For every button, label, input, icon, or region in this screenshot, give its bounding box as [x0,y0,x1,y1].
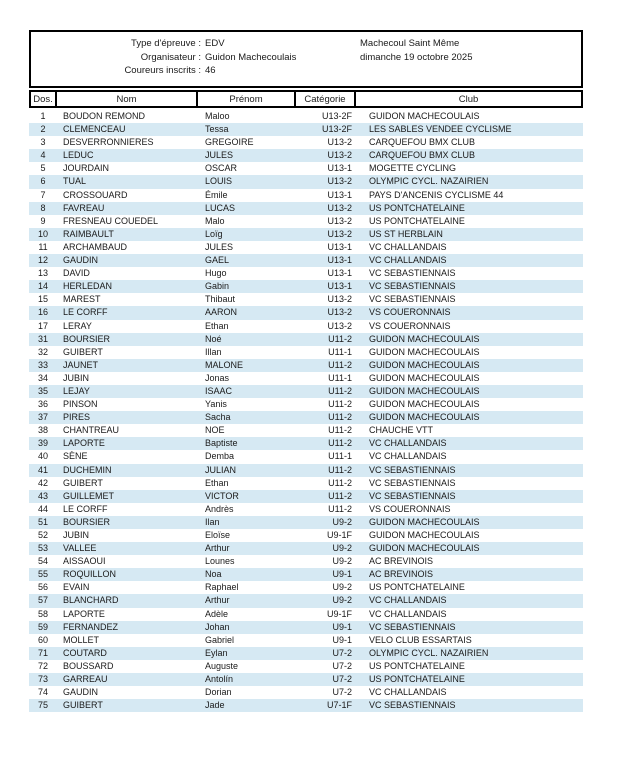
table-row [29,555,583,568]
prenom-cell: Dorian [205,687,232,698]
prenom-cell: JULIAN [205,464,237,475]
club-cell: GUIDON MACHECOULAIS [369,385,480,396]
nom-cell: BOURSIER [63,333,111,344]
categorie-cell: U7-2 [332,647,352,658]
column-header-nom: Nom [57,92,198,106]
club-cell: AC BREVINOIS [369,556,434,567]
organizer-line [31,51,296,65]
nom-cell: LAPORTE [63,608,105,619]
nom-cell: CHANTREAU [63,425,120,436]
table-row [29,359,583,372]
dos-cell: 38 [37,425,48,436]
club-cell: VC SEBASTIENNAIS [369,268,456,279]
table-row [29,136,583,149]
nom-cell: JUBIN [63,372,90,383]
table-body [29,110,583,712]
categorie-cell: U13-1 [327,189,352,200]
table-row [29,306,583,319]
prenom-cell: Demba [205,451,235,462]
dos-cell: 1 [40,111,46,121]
nom-cell: GAUDIN [63,687,99,698]
dos-cell: 2 [40,124,46,135]
dos-cell: 35 [37,385,48,396]
prenom-cell: Baptiste [205,438,238,449]
table-row [29,411,583,424]
table-row [29,189,583,202]
club-cell: VC CHALLANDAIS [369,438,447,449]
club-cell: US PONTCHATELAINE [369,215,465,226]
dos-cell: 56 [37,582,48,593]
categorie-cell: U13-1 [327,163,352,174]
table-row [29,372,583,385]
registered-line [31,64,296,78]
dos-cell: 71 [37,647,48,658]
prenom-cell: Eylan [205,647,228,658]
prenom-cell: Raphael [205,582,239,593]
prenom-cell: Auguste [205,660,239,671]
club-cell: AC BREVINOIS [369,569,434,580]
categorie-cell: U11-2 [328,412,352,423]
club-cell: GUIDON MACHECOULAIS [369,359,480,370]
nom-cell: GUIBERT [63,700,103,711]
column-header-club: Club [458,93,479,105]
categorie-cell: U11-2 [328,477,352,488]
prenom-cell: Gabin [205,281,230,292]
categorie-cell: U9-2 [332,595,352,606]
prenom-cell: Eloïse [205,530,231,540]
table-row [29,608,583,621]
dos-cell: 32 [37,346,48,357]
club-cell: VS COUERONNAIS [369,320,451,331]
club-cell: VC SEBASTIENNAIS [369,477,456,488]
table-row [29,293,583,306]
table-row [29,581,583,594]
table-row [29,385,583,398]
club-cell: VC SEBASTIENNAIS [369,621,456,632]
prenom-cell: Hugo [205,268,227,279]
dos-cell: 72 [37,660,48,671]
nom-cell: JAUNET [63,359,99,370]
categorie-cell: U13-2 [327,228,352,239]
club-cell: VC SEBASTIENNAIS [369,464,456,475]
dos-cell: 51 [37,516,48,527]
club-cell: VC SEBASTIENNAIS [369,281,456,292]
categorie-cell: U13-2 [327,294,352,305]
dos-cell: 43 [37,490,48,501]
nom-cell: GARREAU [63,674,108,685]
club-cell: US ST HERBLAIN [369,228,443,239]
categorie-cell: U11-1 [328,346,352,357]
nom-cell: GUILLEMET [63,490,115,501]
nom-cell: CROSSOUARD [63,189,128,200]
club-cell: US PONTCHATELAINE [369,582,465,593]
categorie-cell: U11-2 [328,490,352,501]
categorie-cell: U9-1 [332,621,352,632]
categorie-cell: U13-1 [327,268,352,279]
dos-cell: 4 [40,150,46,161]
dos-cell: 41 [37,464,48,475]
dos-cell: 14 [37,281,48,292]
club-cell: VS COUERONNAIS [369,307,451,318]
dos-cell: 17 [37,320,48,331]
categorie-cell: U11-1 [328,451,352,462]
club-cell: VC SEBASTIENNAIS [369,700,456,711]
registered-label: Coureurs inscrits : [124,65,201,76]
table-row [29,686,583,699]
prenom-cell: AARON [205,307,238,318]
table-row [29,660,583,673]
prenom-cell: Adèle [205,608,229,619]
prenom-cell: LUCAS [205,202,236,213]
club-cell: GUIDON MACHECOULAIS [369,516,480,527]
prenom-cell: MALONE [205,359,244,370]
event-info-left [31,37,296,78]
table-row [29,516,583,529]
dos-cell: 60 [37,634,48,645]
categorie-cell: U13-2F [321,111,352,121]
nom-cell: SÈNE [63,451,88,462]
club-cell: VC SEBASTIENNAIS [369,490,456,501]
nom-cell: LERAY [63,320,92,331]
categorie-cell: U13-2 [327,176,352,187]
nom-cell: LAPORTE [63,438,105,449]
dos-cell: 5 [40,163,46,174]
column-header-dos: Dos. [31,92,57,106]
club-cell: GUIDON MACHECOULAIS [369,346,480,357]
nom-cell: PIRES [63,412,91,423]
prenom-cell: Arthur [205,595,230,606]
club-cell: US PONTCHATELAINE [369,674,465,685]
club-cell: VC CHALLANDAIS [369,241,447,252]
table-row [29,228,583,241]
event-type-label: Type d'épreuve : [131,38,201,49]
table-row [29,424,583,437]
table-row [29,437,583,450]
table-row [29,647,583,660]
nom-cell: VALLEE [63,543,97,554]
club-cell: OLYMPIC CYCL. NAZAIRIEN [369,176,489,187]
nom-cell: JOURDAIN [63,163,110,174]
nom-cell: LEJAY [63,385,90,396]
club-cell: US PONTCHATELAINE [369,660,465,671]
dos-cell: 57 [37,595,48,606]
categorie-cell: U7-2 [332,687,352,698]
categorie-cell: U7-2 [332,660,352,671]
nom-cell: LE CORFF [63,307,108,318]
table-row [29,529,583,542]
column-header-categorie: Catégorie [296,92,356,106]
prenom-cell: Jade [205,700,225,711]
prenom-cell: Lounes [205,556,235,567]
club-cell: GUIDON MACHECOULAIS [369,111,480,121]
nom-cell: ROQUILLON [63,569,117,580]
nom-cell: FERNANDEZ [63,621,119,632]
prenom-cell: Émile [205,189,228,200]
event-type-line [31,37,296,51]
categorie-cell: U13-2 [327,202,352,213]
categorie-cell: U13-2F [321,124,352,135]
categorie-cell: U11-2 [328,399,352,410]
categorie-cell: U13-2 [327,320,352,331]
categorie-cell: U7-2 [332,674,352,685]
categorie-cell: U13-2 [327,150,352,161]
table-row [29,673,583,686]
nom-cell: LEDUC [63,150,94,161]
dos-cell: 55 [37,569,48,580]
table-row [29,699,583,712]
nom-cell: FRESNEAU COUEDEL [63,215,159,226]
club-cell: VS COUERONNAIS [369,503,451,514]
table-row [29,568,583,581]
categorie-cell: U11-2 [328,359,352,370]
categorie-cell: U9-1F [326,530,352,540]
dos-cell: 74 [37,687,48,698]
categorie-cell: U13-2 [327,137,352,148]
prenom-cell: LOUIS [205,176,233,187]
table-row [29,202,583,215]
event-type-value: EDV [205,38,225,49]
categorie-cell: U11-2 [328,425,352,436]
dos-cell: 59 [37,621,48,632]
nom-cell: BOURSIER [63,516,111,527]
prenom-cell: GAEL [205,255,230,266]
categorie-cell: U9-1 [332,569,352,580]
club-cell: GUIDON MACHECOULAIS [369,372,480,383]
club-cell: CARQUEFOU BMX CLUB [369,150,476,161]
nom-cell: JUBIN [63,530,90,540]
dos-cell: 9 [40,215,46,226]
prenom-cell: Illan [205,346,222,357]
table-row [29,254,583,267]
table-row [29,267,583,280]
categorie-cell: U9-2 [332,543,352,554]
table-row [29,215,583,228]
dos-cell: 31 [37,333,48,344]
club-cell: MOGETTE CYCLING [369,163,457,174]
table-row [29,320,583,333]
prenom-cell: Tessa [205,124,229,135]
nom-cell: GAUDIN [63,255,99,266]
nom-cell: RAIMBAULT [63,228,114,239]
club-cell: GUIDON MACHECOULAIS [369,543,480,554]
dos-cell: 12 [37,255,48,266]
categorie-cell: U13-2 [327,307,352,318]
dos-cell: 7 [40,189,46,200]
prenom-cell: Jonas [205,372,230,383]
nom-cell: GUIBERT [63,346,103,357]
prenom-cell: NOE [205,425,225,436]
event-date: dimanche 19 octobre 2025 [360,51,473,63]
categorie-cell: U13-2 [327,215,352,226]
club-cell: GUIDON MACHECOULAIS [369,333,480,344]
dos-cell: 6 [40,176,46,187]
nom-cell: FAVREAU [63,202,105,213]
table-row [29,634,583,647]
club-cell: VC SEBASTIENNAIS [369,294,456,305]
table-row [29,477,583,490]
dos-cell: 16 [37,307,48,318]
nom-cell: MAREST [63,294,101,305]
categorie-cell: U7-1F [326,700,352,711]
nom-cell: MOLLET [63,634,100,645]
dos-cell: 3 [40,137,46,148]
nom-cell: DUCHEMIN [63,464,112,475]
categorie-cell: U9-2 [332,582,352,593]
table-row [29,464,583,477]
nom-cell: TUAL [63,176,87,187]
dos-cell: 58 [37,608,48,619]
dos-cell: 37 [37,412,48,423]
table-row [29,333,583,346]
table-row [29,503,583,516]
dos-cell: 8 [40,202,46,213]
nom-cell: COUTARD [63,647,107,658]
prenom-cell: Noa [205,569,222,580]
nom-cell: AISSAOUI [63,556,106,567]
table-header [29,90,583,108]
table-row [29,110,583,123]
event-info-box [29,30,583,88]
prenom-cell: VICTOR [205,490,239,501]
categorie-cell: U9-1 [332,634,352,645]
prenom-cell: ISAAC [205,385,233,396]
categorie-cell: U9-2 [332,516,352,527]
club-cell: CARQUEFOU BMX CLUB [369,137,476,148]
table-row [29,280,583,293]
club-cell: VC CHALLANDAIS [369,255,447,266]
table-row [29,450,583,463]
categorie-cell: U11-2 [328,333,352,344]
nom-cell: CLEMENCEAU [63,124,126,135]
club-cell: PAYS D'ANCENIS CYCLISME 44 [369,189,504,200]
organizer-label: Organisateur : [140,51,201,63]
nom-cell: GUIBERT [63,477,103,488]
categorie-cell: U13-1 [327,255,352,266]
registered-count: 46 [205,65,216,76]
categorie-cell: U9-2 [332,556,352,567]
club-cell: US PONTCHATELAINE [369,202,465,213]
prenom-cell: Yanis [205,399,227,410]
dos-cell: 73 [37,674,48,685]
table-row [29,621,583,634]
club-cell: GUIDON MACHECOULAIS [369,530,480,540]
dos-cell: 13 [37,268,48,279]
table-row [29,162,583,175]
club-cell: VELO CLUB ESSARTAIS [369,634,472,645]
dos-cell: 75 [37,700,48,711]
club-cell: VC CHALLANDAIS [369,608,447,619]
nom-cell: DESVERRONNIERES [63,137,154,148]
club-cell: GUIDON MACHECOULAIS [369,412,480,423]
dos-cell: 42 [37,477,48,488]
dos-cell: 11 [38,241,48,252]
prenom-cell: Malo [205,215,225,226]
nom-cell: BOUSSARD [63,660,114,671]
organizer-value: Guidon Machecoulais [205,51,297,63]
event-info-right [360,37,473,64]
prenom-cell: Antolín [205,674,234,685]
table-row [29,490,583,503]
prenom-cell: Arthur [205,543,230,554]
dos-cell: 44 [37,503,48,514]
club-cell: CHAUCHE VTT [369,425,434,436]
prenom-cell: Loïg [205,228,223,239]
categorie-cell: U11-2 [328,464,352,475]
categorie-cell: U13-1 [327,241,352,252]
prenom-cell: Johan [205,621,230,632]
nom-cell: ARCHAMBAUD [63,241,128,252]
nom-cell: BLANCHARD [63,595,119,606]
table-row [29,149,583,162]
prenom-cell: Thibaut [205,294,236,305]
dos-cell: 54 [37,556,48,567]
club-cell: VC CHALLANDAIS [369,687,447,698]
club-cell: GUIDON MACHECOULAIS [369,399,480,410]
prenom-cell: OSCAR [205,163,238,174]
club-cell: VC CHALLANDAIS [369,595,447,606]
dos-cell: 33 [37,359,48,370]
prenom-cell: Ethan [205,320,229,331]
categorie-cell: U11-2 [328,438,352,449]
dos-cell: 40 [37,451,48,462]
dos-cell: 15 [37,294,48,305]
nom-cell: LE CORFF [63,503,108,514]
nom-cell: DAVID [63,268,90,279]
prenom-cell: Sacha [205,412,231,423]
table-row [29,398,583,411]
table-row [29,123,583,136]
prenom-cell: Ethan [205,477,229,488]
prenom-cell: Noé [205,333,222,344]
table-row [29,594,583,607]
club-cell: LES SABLES VENDEE CYCLISME [369,124,512,135]
dos-cell: 39 [37,438,48,449]
prenom-cell: JULES [205,241,234,252]
categorie-cell: U11-1 [328,372,352,383]
nom-cell: EVAIN [63,582,90,593]
dos-cell: 52 [37,530,48,540]
dos-cell: 10 [37,228,48,239]
categorie-cell: U9-1F [326,608,352,619]
dos-cell: 36 [37,399,48,410]
prenom-cell: Ilan [205,516,220,527]
dos-cell: 53 [37,543,48,554]
prenom-cell: Gabriel [205,634,235,645]
nom-cell: BOUDON REMOND [63,111,146,121]
table-row [29,542,583,555]
club-cell: VC CHALLANDAIS [369,451,447,462]
club-cell: OLYMPIC CYCL. NAZAIRIEN [369,647,489,658]
table-row [29,346,583,359]
table-row [29,241,583,254]
dos-cell: 34 [37,372,48,383]
categorie-cell: U11-2 [328,385,352,396]
prenom-cell: Maloo [205,111,230,121]
event-location: Machecoul Saint Même [360,38,460,49]
prenom-cell: JULES [205,150,234,161]
categorie-cell: U11-2 [328,503,352,514]
prenom-cell: Andrès [205,503,234,514]
table-row [29,175,583,188]
nom-cell: PINSON [63,399,98,410]
categorie-cell: U13-1 [327,281,352,292]
nom-cell: HERLEDAN [63,281,113,292]
prenom-cell: GREGOIRE [205,137,254,148]
column-header-prenom: Prénom [198,92,296,106]
